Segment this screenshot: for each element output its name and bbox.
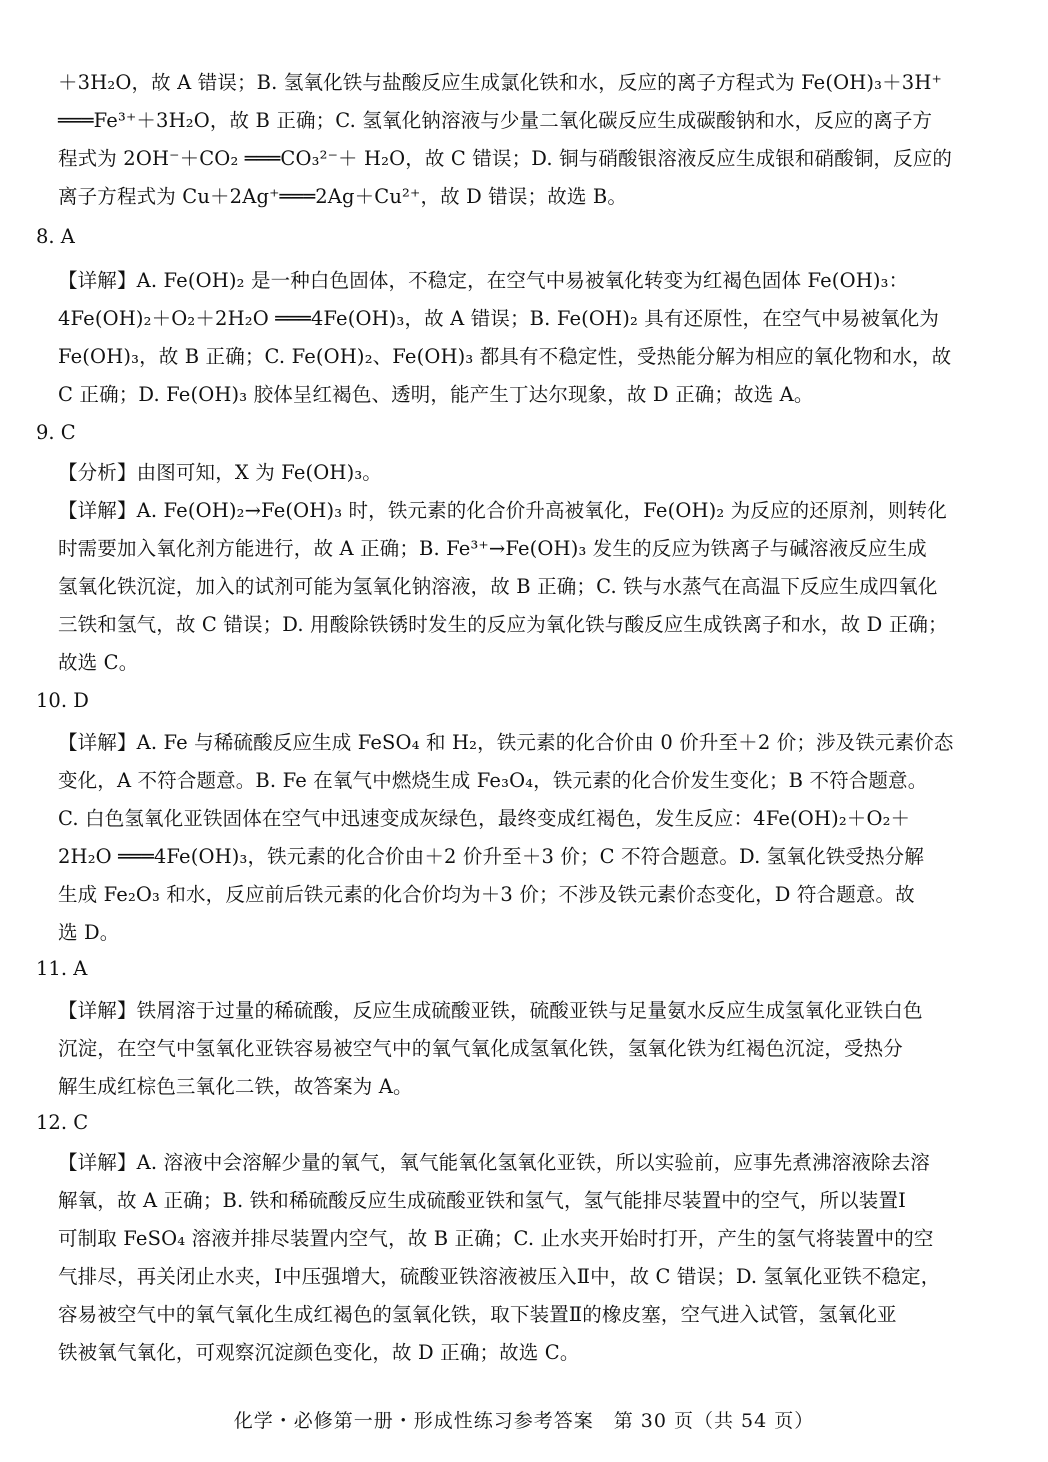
text-line: 4Fe(OH)₂＋O₂＋2H₂O ═══4Fe(OH)₃，故 A 错误；B. Fe(OH)₂ 具有还原性，在空气中易被氧化为 [58, 307, 940, 330]
text-line: 氢氧化铁沉淀，加入的试剂可能为氢氧化钠溶液，故 B 正确；C. 铁与水蒸气在高温下反应生成四氧化 [58, 575, 938, 598]
q9-explanation [58, 454, 978, 682]
text-line: ═══Fe³⁺＋3H₂O，故 B 正确；C. 氢氧化钠溶液与少量二氧化碳反应生成碳酸钠和水，反应的离子方 [58, 109, 933, 132]
q8-number [36, 218, 956, 256]
text-line: 生成 Fe₂O₃ 和水，反应前后铁元素的化合价均为＋3 价；不涉及铁元素价态变化，D 符合题意。故 [58, 883, 915, 906]
text-line: 三铁和氢气，故 C 错误；D. 用酸除铁锈时发生的反应为氧化铁与酸反应生成铁离子和水，故 D 正确； [58, 613, 948, 636]
q9-number [36, 414, 956, 452]
q8-explanation [58, 262, 978, 414]
q12-explanation [58, 1144, 978, 1372]
text-line: 故选 C。 [58, 651, 139, 674]
text-line: 气排尽，再关闭止水夹，Ⅰ中压强增大，硫酸亚铁溶液被压入Ⅱ中，故 C 错误；D. 氢氧化亚铁不稳定， [58, 1265, 941, 1288]
text-line: 【详解】铁屑溶于过量的稀硫酸，反应生成硫酸亚铁，硫酸亚铁与足量氨水反应生成氢氧化亚铁白色 [58, 999, 923, 1022]
text-line: 时需要加入氧化剂方能进行，故 A 正确；B. Fe³⁺→Fe(OH)₃ 发生的反应为铁离子与碱溶液反应生成 [58, 537, 927, 560]
text-line: 解氧，故 A 正确；B. 铁和稀硫酸反应生成硫酸亚铁和氢气，氢气能排尽装置中的空气，所以装置Ⅰ [58, 1189, 906, 1212]
text-line: 解生成红棕色三氧化二铁，故答案为 A。 [58, 1075, 413, 1098]
question-number: 8. A [36, 225, 75, 248]
q10-explanation [58, 724, 978, 952]
text-line: 容易被空气中的氧气氧化生成红褐色的氢氧化铁，取下装置Ⅱ的橡皮塞，空气进入试管，氢氧化亚 [58, 1303, 897, 1326]
text-line: 离子方程式为 Cu＋2Ag⁺═══2Ag＋Cu²⁺，故 D 错误；故选 B。 [58, 185, 627, 208]
question-number: 10. D [36, 689, 89, 712]
question-number: 9. C [36, 421, 76, 444]
question-number: 11. A [36, 957, 88, 980]
q10-number [36, 682, 956, 720]
text-line: 【详解】A. 溶液中会溶解少量的氧气，氧气能氧化氢氧化亚铁，所以实验前，应事先煮沸溶液除去溶 [58, 1151, 930, 1174]
text-line: 2H₂O ═══4Fe(OH)₃，铁元素的化合价由＋2 价升至＋3 价；C 不符合题意。D. 氢氧化铁受热分解 [58, 845, 924, 868]
q11-explanation [58, 992, 978, 1106]
text-line: 【详解】A. Fe(OH)₂ 是一种白色固体，不稳定，在空气中易被氧化转变为红褐色固体 Fe(OH)₃： [58, 269, 909, 292]
text-line: 可制取 FeSO₄ 溶液并排尽装置内空气，故 B 正确；C. 止水夹开始时打开，产生的氢气将装置中的空 [58, 1227, 934, 1250]
text-line: C. 白色氢氧化亚铁固体在空气中迅速变成灰绿色，最终变成红褐色，发生反应：4Fe(OH)₂＋O₂＋ [58, 807, 911, 830]
text-line: 【详解】A. Fe 与稀硫酸反应生成 FeSO₄ 和 H₂，铁元素的化合价由 0 价升至＋2 价；涉及铁元素价态 [58, 731, 954, 754]
question-number: 12. C [36, 1111, 89, 1134]
text-line: C 正确；D. Fe(OH)₃ 胶体呈红褐色、透明，能产生丁达尔现象，故 D 正确；故选 A。 [58, 383, 814, 406]
text-line: 变化，A 不符合题意。B. Fe 在氧气中燃烧生成 Fe₃O₄，铁元素的化合价发生变化；B 不符合题意。 [58, 769, 928, 792]
page-footer: 化学・必修第一册・形成性练习参考答案 第 30 页（共 54 页） [233, 1410, 815, 1432]
q12-number [36, 1104, 956, 1142]
text-line: 铁被氧气氧化，可观察沉淀颜色变化，故 D 正确；故选 C。 [58, 1341, 580, 1364]
q7-explanation [58, 64, 978, 216]
text-line: Fe(OH)₃，故 B 正确；C. Fe(OH)₂、Fe(OH)₃ 都具有不稳定性，受热能分解为相应的氧化物和水，故 [58, 345, 952, 368]
text-line: 沉淀，在空气中氢氧化亚铁容易被空气中的氧气氧化成氢氧化铁，氢氧化铁为红褐色沉淀，受热分 [58, 1037, 903, 1060]
text-line: 程式为 2OH⁻＋CO₂ ═══CO₃²⁻＋ H₂O，故 C 错误；D. 铜与硝酸银溶液反应生成银和硝酸铜，反应的 [58, 147, 953, 170]
text-line: ＋3H₂O，故 A 错误；B. 氢氧化铁与盐酸反应生成氯化铁和水，反应的离子方程式为 Fe(OH)₃＋3H⁺ [58, 71, 942, 94]
q11-number [36, 950, 956, 988]
text-line: 选 D。 [58, 921, 120, 944]
text-line: 【详解】A. Fe(OH)₂→Fe(OH)₃ 时，铁元素的化合价升高被氧化，Fe(OH)₂ 为反应的还原剂，则转化 [58, 499, 947, 522]
text-line: 【分析】由图可知，X 为 Fe(OH)₃。 [58, 461, 382, 484]
